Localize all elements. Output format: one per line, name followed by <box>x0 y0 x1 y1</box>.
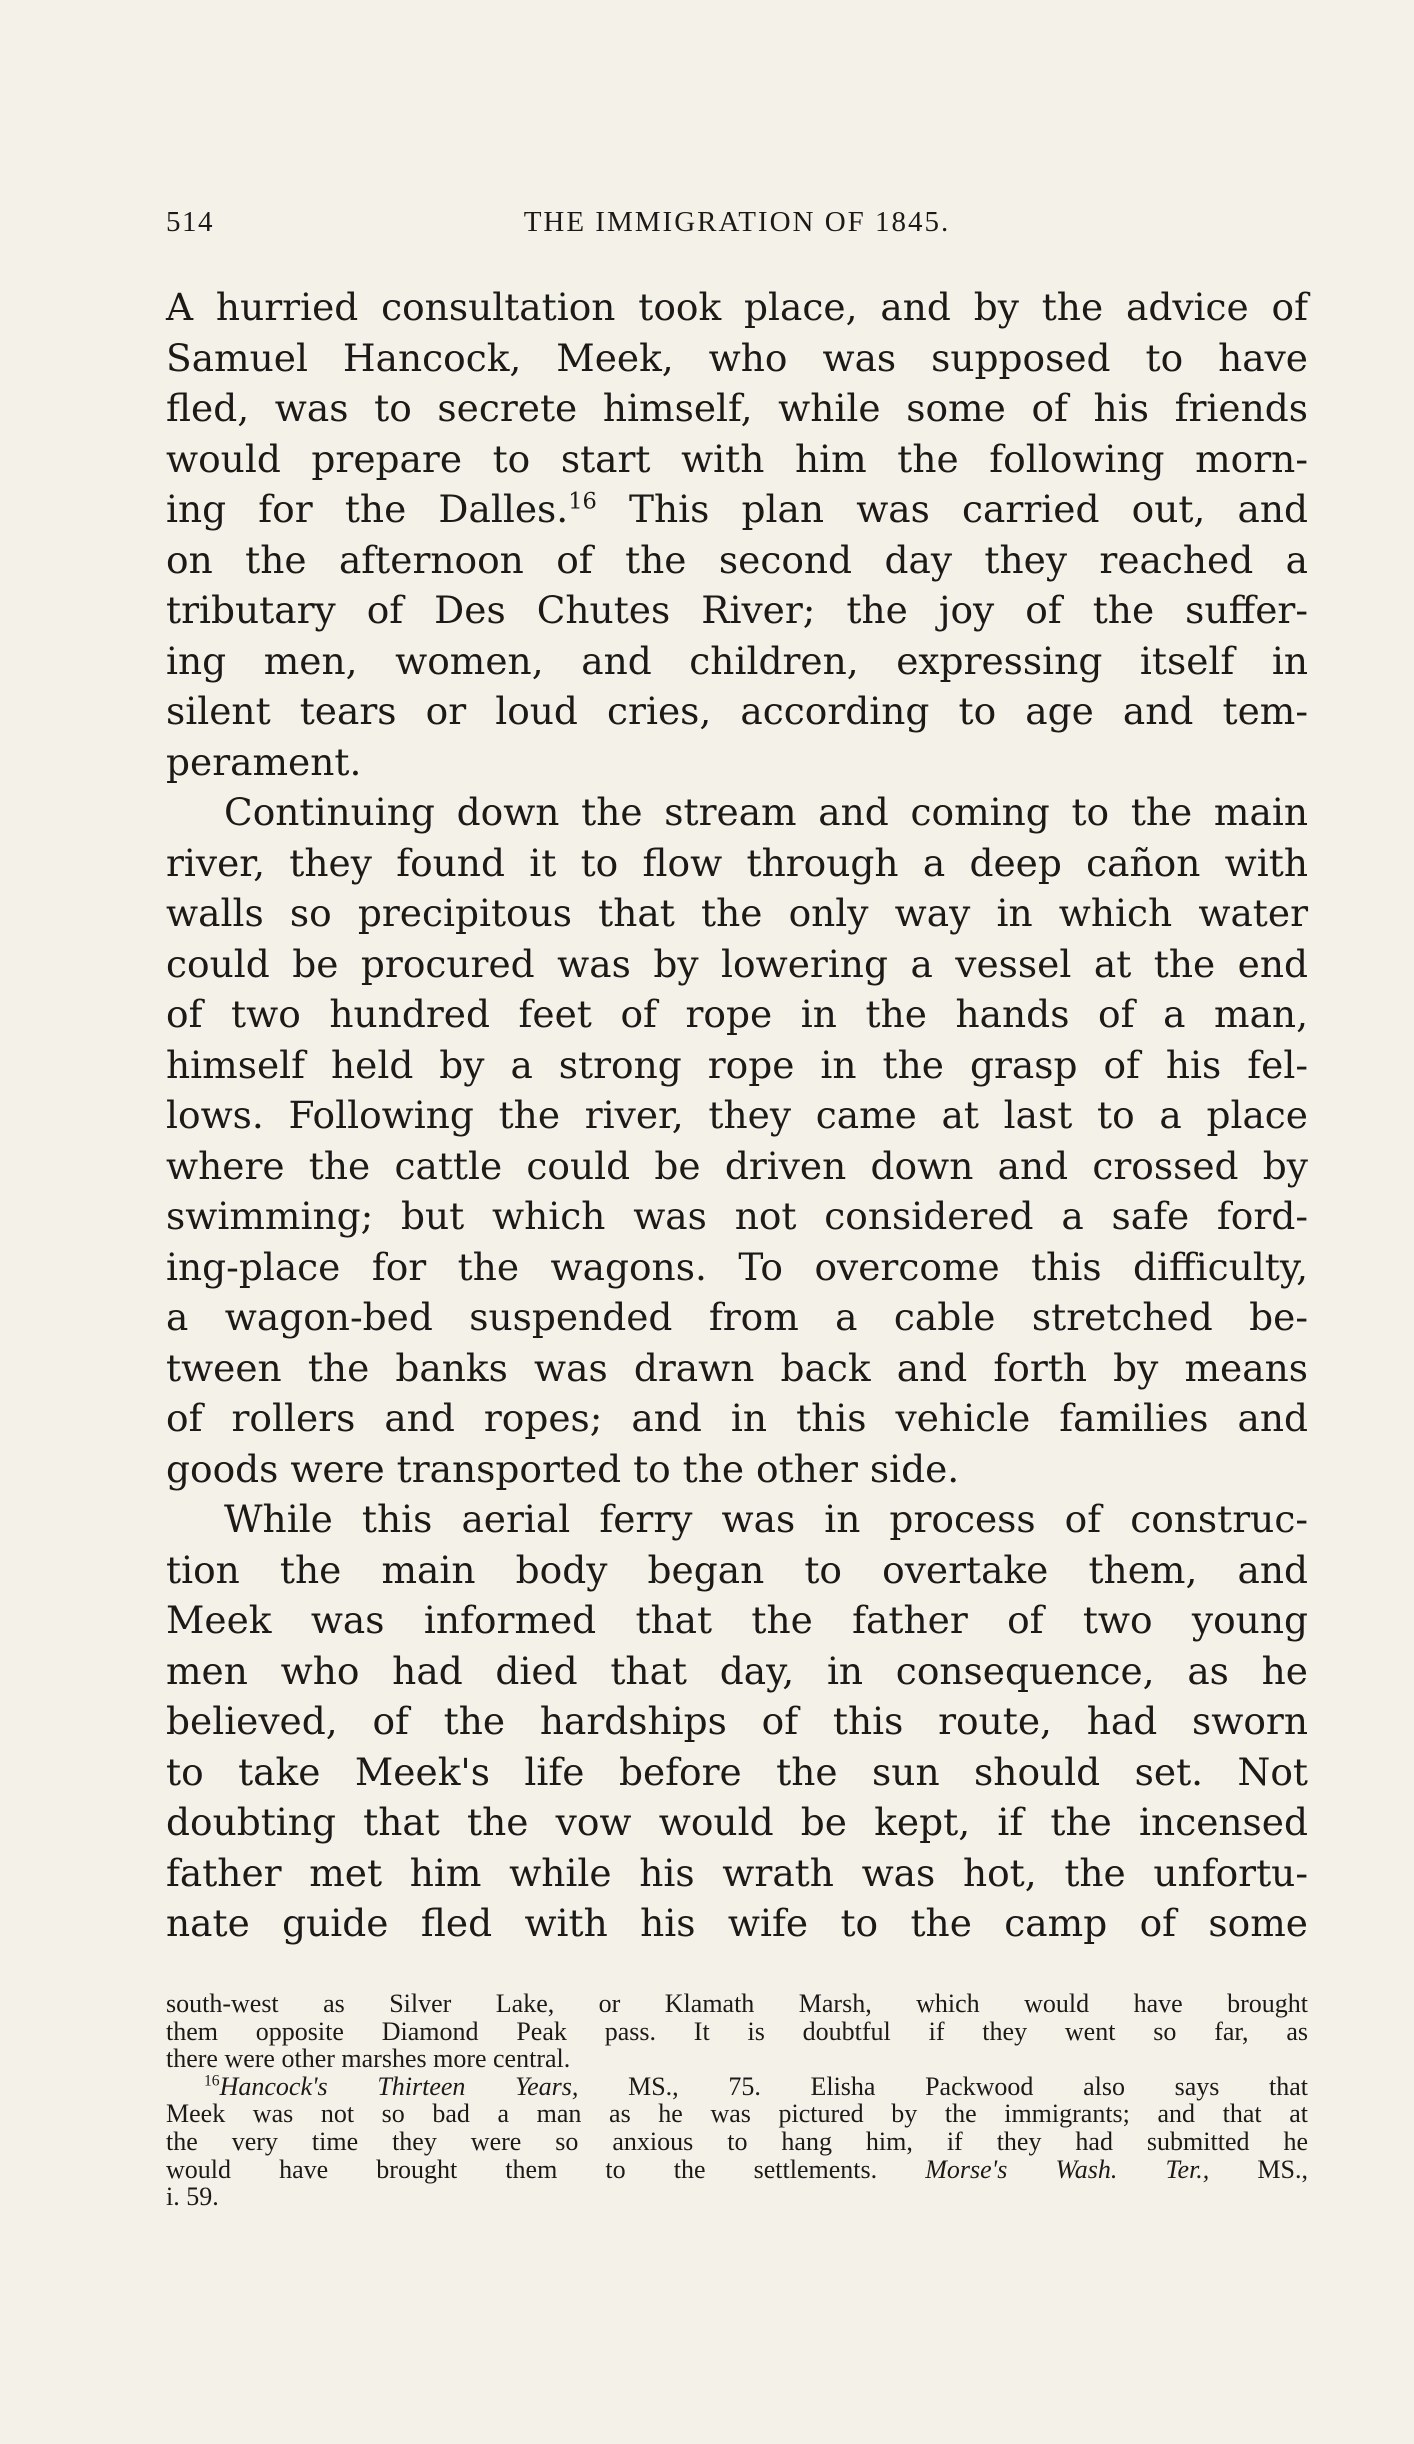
footnote-marker: 16 <box>568 488 597 515</box>
text-line: nate guide fled with his wife to the camp of some <box>166 1901 1308 1945</box>
footnote-line: them opposite Diamond Peak pass. It is doubtful if they went so far, as <box>166 2016 1308 2046</box>
footnote-line <box>166 2073 1308 2101</box>
text-line: silent tears or loud cries, according to age and tem- <box>166 689 1308 733</box>
text-line: would prepare to start with him the following morn- <box>166 436 1308 481</box>
text-line: doubting that the vow would be kept, if the incensed <box>166 1800 1308 1844</box>
text-line: Meek was informed that the father of two young <box>166 1598 1308 1642</box>
running-header <box>166 206 1308 246</box>
text-line: goods were transported to the other side. <box>166 1446 960 1491</box>
paragraph-1 <box>166 282 1308 787</box>
text-fragment: MS., <box>1209 2154 1309 2184</box>
text-line: Continuing down the stream and coming to the main <box>224 790 1308 834</box>
footnote-number: 16 <box>204 2072 220 2090</box>
text-line: tributary of Des Chutes River; the joy of the suffer- <box>166 588 1308 632</box>
text-line: men who had died that day, in consequence, as he <box>166 1648 1308 1693</box>
text-line: ing-place for the wagons. To overcome this difficulty, <box>166 1244 1308 1289</box>
text-line: lows. Following the river, they came at last to a place <box>166 1093 1308 1137</box>
footnotes <box>166 1990 1308 2211</box>
running-title: THE IMMIGRATION OF 1845. <box>523 206 951 238</box>
citation-title: Hancock's Thirteen Years, <box>219 2071 579 2101</box>
citation-title: Morse's Wash. Ter., <box>925 2154 1210 2184</box>
footnote-line: the very time they were so anxious to hang him, if they had submitted he <box>166 2126 1308 2156</box>
text-line: fled, was to secrete himself, while some of his friends <box>166 386 1308 430</box>
text-line: believed, of the hardships of this route, had sworn <box>166 1699 1308 1743</box>
text-line: swimming; but which was not considered a safe ford- <box>166 1194 1308 1238</box>
text-line: to take Meek's life before the sun should set. Not <box>166 1749 1308 1794</box>
text-fragment: MS., 75. Elisha Packwood also says that <box>578 2071 1309 2101</box>
text-line: himself held by a strong rope in the grasp of his fel- <box>166 1042 1308 1087</box>
page-number: 514 <box>166 206 214 238</box>
footnote-16 <box>166 2073 1308 2211</box>
main-text <box>166 282 1308 1949</box>
text-line: a wagon-bed suspended from a cable stretched be- <box>166 1295 1308 1339</box>
text-line: Samuel Hancock, Meek, who was supposed to have <box>166 335 1308 380</box>
text-fragment: would have brought them to the settlements. <box>166 2154 926 2184</box>
footnote-line: i. 59. <box>166 2182 219 2212</box>
text-line: perament. <box>166 739 362 784</box>
paragraph-2 <box>166 787 1308 1494</box>
text-line: where the cattle could be driven down and crossed by <box>166 1143 1308 1188</box>
footnote-line: there were other marshes more central. <box>166 2044 571 2074</box>
text-line: While this aerial ferry was in process of construc- <box>224 1497 1308 1541</box>
footnote-line <box>166 2156 1308 2184</box>
text-line: father met him while his wrath was hot, the unfortu- <box>166 1850 1308 1895</box>
text-fragment: ing for the Dalles. <box>166 487 569 531</box>
text-line: ing men, women, and children, expressing itself in <box>166 638 1308 683</box>
footnote-continued <box>166 1990 1308 2073</box>
text-line: of rollers and ropes; and in this vehicle families and <box>166 1396 1308 1440</box>
text-line: river, they found it to flow through a deep cañon with <box>166 840 1308 885</box>
text-line <box>166 484 1308 535</box>
text-line: on the afternoon of the second day they reached a <box>166 537 1308 582</box>
text-line: of two hundred feet of rope in the hands of a man, <box>166 992 1308 1036</box>
text-line: could be procured was by lowering a vessel at the end <box>166 941 1308 986</box>
footnote-line: south-west as Silver Lake, or Klamath Marsh, which would have brought <box>166 1989 1308 2018</box>
text-line: tion the main body began to overtake them, and <box>166 1547 1308 1592</box>
text-line: tween the banks was drawn back and forth by means <box>166 1345 1308 1390</box>
text-line: walls so precipitous that the only way in which water <box>166 891 1308 935</box>
text-line: A hurried consultation took place, and by the advice of <box>166 285 1308 329</box>
footnote-line: Meek was not so bad a man as he was pictured by the immigrants; and that at <box>166 2099 1308 2129</box>
text-fragment: This plan was carried out, and <box>596 487 1308 531</box>
paragraph-3 <box>166 1494 1308 1949</box>
